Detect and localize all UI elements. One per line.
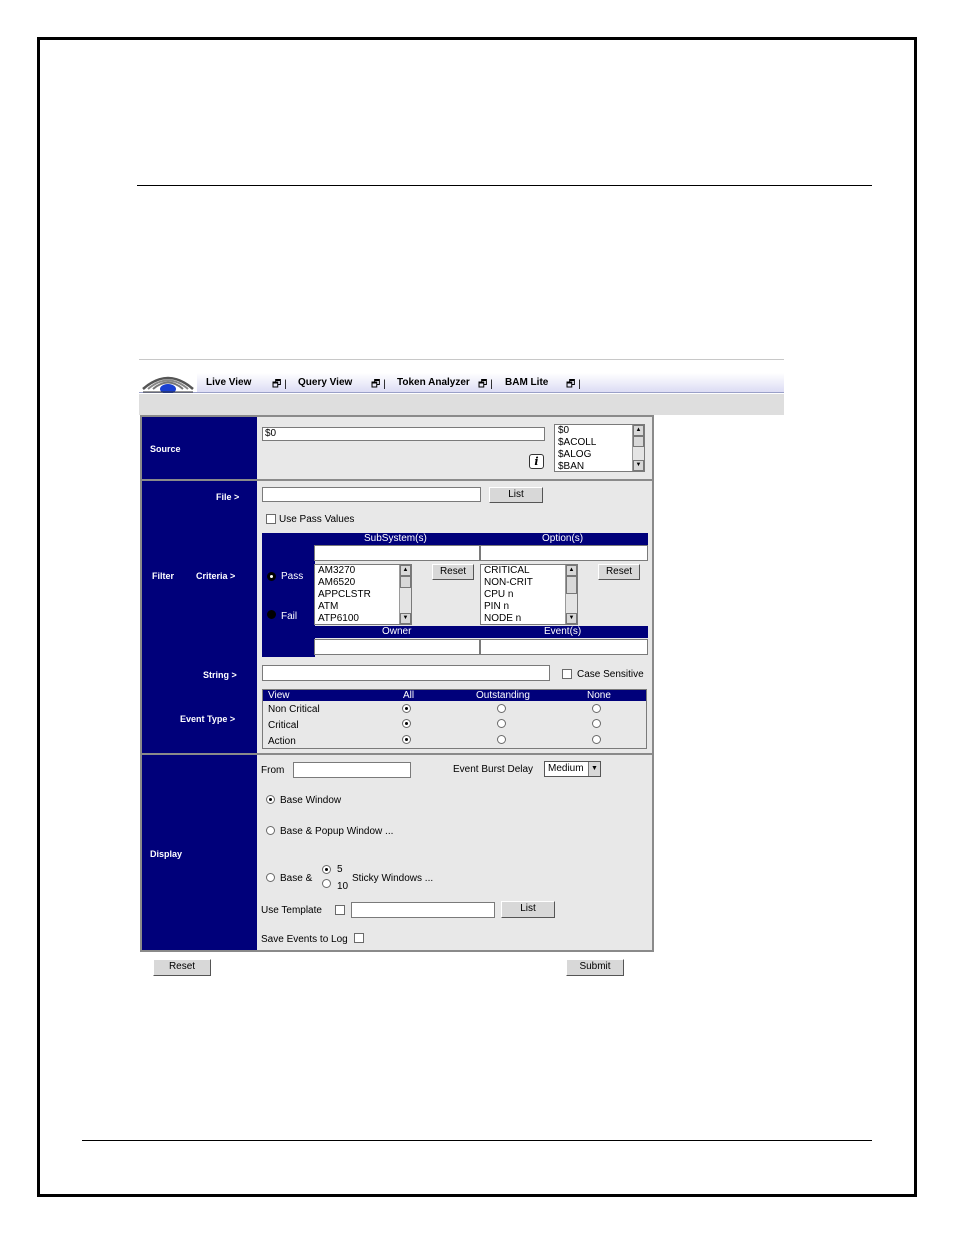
event-row-label: Non Critical bbox=[268, 704, 320, 715]
template-list-button[interactable]: List bbox=[501, 901, 555, 918]
option-input[interactable] bbox=[480, 545, 648, 561]
option-listbox[interactable] bbox=[480, 564, 578, 625]
critical-outstanding-radio[interactable] bbox=[497, 719, 506, 728]
list-item[interactable]: NON-CRIT bbox=[484, 577, 533, 588]
noncritical-none-radio[interactable] bbox=[592, 704, 601, 713]
event-row-label: Action bbox=[268, 736, 296, 747]
submit-button[interactable]: Submit bbox=[566, 959, 624, 976]
owner-header-bar bbox=[314, 626, 648, 638]
action-none-radio[interactable] bbox=[592, 735, 601, 744]
list-item[interactable]: AM6520 bbox=[318, 577, 356, 588]
tab-live-view[interactable]: Live View bbox=[206, 377, 252, 388]
display-label: Display bbox=[150, 849, 183, 859]
action-all-radio[interactable] bbox=[402, 735, 411, 744]
list-item[interactable]: CPU n bbox=[484, 589, 514, 600]
base-popup-label: Base & Popup Window ... bbox=[280, 826, 394, 837]
list-item[interactable]: AM3270 bbox=[318, 565, 356, 576]
base-popup-radio[interactable] bbox=[266, 826, 275, 835]
subsystem-header: SubSystem(s) bbox=[364, 533, 427, 544]
use-template-label: Use Template bbox=[261, 905, 322, 916]
burst-delay-label: Event Burst Delay bbox=[453, 764, 534, 775]
action-outstanding-radio[interactable] bbox=[497, 735, 506, 744]
scrollbar[interactable] bbox=[632, 425, 644, 471]
from-label: From bbox=[261, 765, 285, 776]
noncritical-outstanding-radio[interactable] bbox=[497, 704, 506, 713]
base-window-radio[interactable] bbox=[266, 795, 275, 804]
scroll-up-icon[interactable]: ▲ bbox=[633, 425, 644, 436]
popout-icon[interactable]: 🗗 | bbox=[478, 379, 493, 390]
filter-label: Filter bbox=[152, 571, 175, 581]
event-col-outstanding: Outstanding bbox=[476, 690, 530, 701]
save-events-label: Save Events to Log bbox=[261, 934, 348, 945]
list-item[interactable]: CRITICAL bbox=[484, 565, 530, 576]
base-window-label: Base Window bbox=[280, 795, 342, 806]
critical-all-radio[interactable] bbox=[402, 719, 411, 728]
app-toolbar bbox=[139, 359, 784, 415]
string-input[interactable] bbox=[262, 665, 550, 681]
use-pass-values-checkbox[interactable] bbox=[266, 514, 276, 524]
base-sticky-radio[interactable] bbox=[266, 873, 275, 882]
reset-button[interactable]: Reset bbox=[153, 959, 211, 976]
popout-icon[interactable]: 🗗 | bbox=[371, 379, 386, 390]
event-row-label: Critical bbox=[268, 720, 299, 731]
scroll-down-icon[interactable]: ▼ bbox=[566, 613, 577, 624]
burst-delay-select[interactable]: Medium ▼ bbox=[544, 761, 601, 777]
case-sensitive-checkbox[interactable] bbox=[562, 669, 572, 679]
from-input[interactable] bbox=[293, 762, 411, 778]
fail-label: Fail bbox=[281, 611, 298, 622]
pass-fail-box bbox=[262, 533, 315, 657]
event-type-label: Event Type > bbox=[180, 714, 236, 724]
event-col-none: None bbox=[587, 690, 611, 701]
popout-icon[interactable]: 🗗 | bbox=[566, 379, 581, 390]
list-item[interactable]: PIN n bbox=[484, 601, 510, 612]
pass-label: Pass bbox=[281, 571, 304, 582]
logo-icon bbox=[141, 365, 195, 393]
list-item[interactable]: ATM bbox=[318, 601, 339, 612]
source-label: Source bbox=[150, 444, 181, 454]
file-input[interactable] bbox=[262, 487, 481, 502]
pass-radio[interactable] bbox=[267, 572, 276, 581]
scroll-down-icon[interactable]: ▼ bbox=[400, 613, 411, 624]
fail-radio[interactable] bbox=[267, 610, 276, 619]
sticky-10-label: 10 bbox=[337, 881, 349, 892]
base-and-label: Base & bbox=[280, 873, 313, 884]
info-icon[interactable]: i bbox=[529, 454, 544, 469]
tab-bam-lite[interactable]: BAM Lite bbox=[505, 377, 549, 388]
list-item[interactable]: APPCLSTR bbox=[318, 589, 371, 600]
save-events-checkbox[interactable] bbox=[354, 933, 364, 943]
owner-header: Owner bbox=[382, 626, 412, 637]
option-header: Option(s) bbox=[542, 533, 584, 544]
critical-none-radio[interactable] bbox=[592, 719, 601, 728]
events-input[interactable] bbox=[480, 639, 648, 655]
popout-icon[interactable]: 🗗 | bbox=[272, 379, 287, 390]
string-label: String > bbox=[203, 670, 237, 680]
list-item[interactable]: $0 bbox=[558, 425, 570, 436]
scroll-up-icon[interactable]: ▲ bbox=[566, 565, 577, 576]
source-input[interactable]: $0 bbox=[262, 427, 545, 441]
subsystem-listbox[interactable] bbox=[314, 564, 412, 625]
sticky-5-radio[interactable] bbox=[322, 865, 331, 874]
scrollbar[interactable] bbox=[565, 565, 577, 624]
chevron-down-icon[interactable]: ▼ bbox=[588, 762, 600, 776]
query-form-panel bbox=[140, 415, 654, 952]
scroll-up-icon[interactable]: ▲ bbox=[400, 565, 411, 576]
list-item[interactable]: NODE n bbox=[484, 613, 522, 624]
tab-query-view[interactable]: Query View bbox=[298, 377, 353, 388]
event-col-view: View bbox=[268, 690, 290, 701]
subsystem-reset-button[interactable]: Reset bbox=[432, 564, 474, 580]
source-listbox[interactable] bbox=[554, 424, 645, 472]
footer-rule bbox=[82, 1140, 872, 1141]
use-template-checkbox[interactable] bbox=[335, 905, 345, 915]
use-pass-values-label: Use Pass Values bbox=[279, 514, 355, 525]
criteria-label: Criteria > bbox=[196, 571, 236, 581]
list-item[interactable]: $BAN bbox=[558, 461, 585, 472]
template-input[interactable] bbox=[351, 902, 495, 918]
label-column bbox=[142, 417, 257, 950]
file-list-button[interactable]: List bbox=[489, 487, 543, 503]
scroll-down-icon[interactable]: ▼ bbox=[633, 460, 644, 471]
subsystem-input[interactable] bbox=[314, 545, 480, 561]
sticky-5-label: 5 bbox=[337, 864, 343, 875]
sticky-10-radio[interactable] bbox=[322, 879, 331, 888]
event-col-all: All bbox=[403, 690, 415, 701]
tab-token-analyzer[interactable]: Token Analyzer bbox=[397, 377, 470, 388]
scrollbar[interactable] bbox=[399, 565, 411, 624]
list-item[interactable]: ATP6100 bbox=[318, 613, 359, 624]
list-item[interactable]: $ALOG bbox=[558, 449, 592, 460]
noncritical-all-radio[interactable] bbox=[402, 704, 411, 713]
option-reset-button[interactable]: Reset bbox=[598, 564, 640, 580]
header-rule bbox=[137, 185, 872, 186]
case-sensitive-label: Case Sensitive bbox=[577, 669, 644, 680]
events-header: Event(s) bbox=[544, 626, 582, 637]
sticky-windows-label: Sticky Windows ... bbox=[352, 873, 434, 884]
file-label: File > bbox=[216, 492, 240, 502]
list-item[interactable]: $ACOLL bbox=[558, 437, 597, 448]
owner-input[interactable] bbox=[314, 639, 480, 655]
